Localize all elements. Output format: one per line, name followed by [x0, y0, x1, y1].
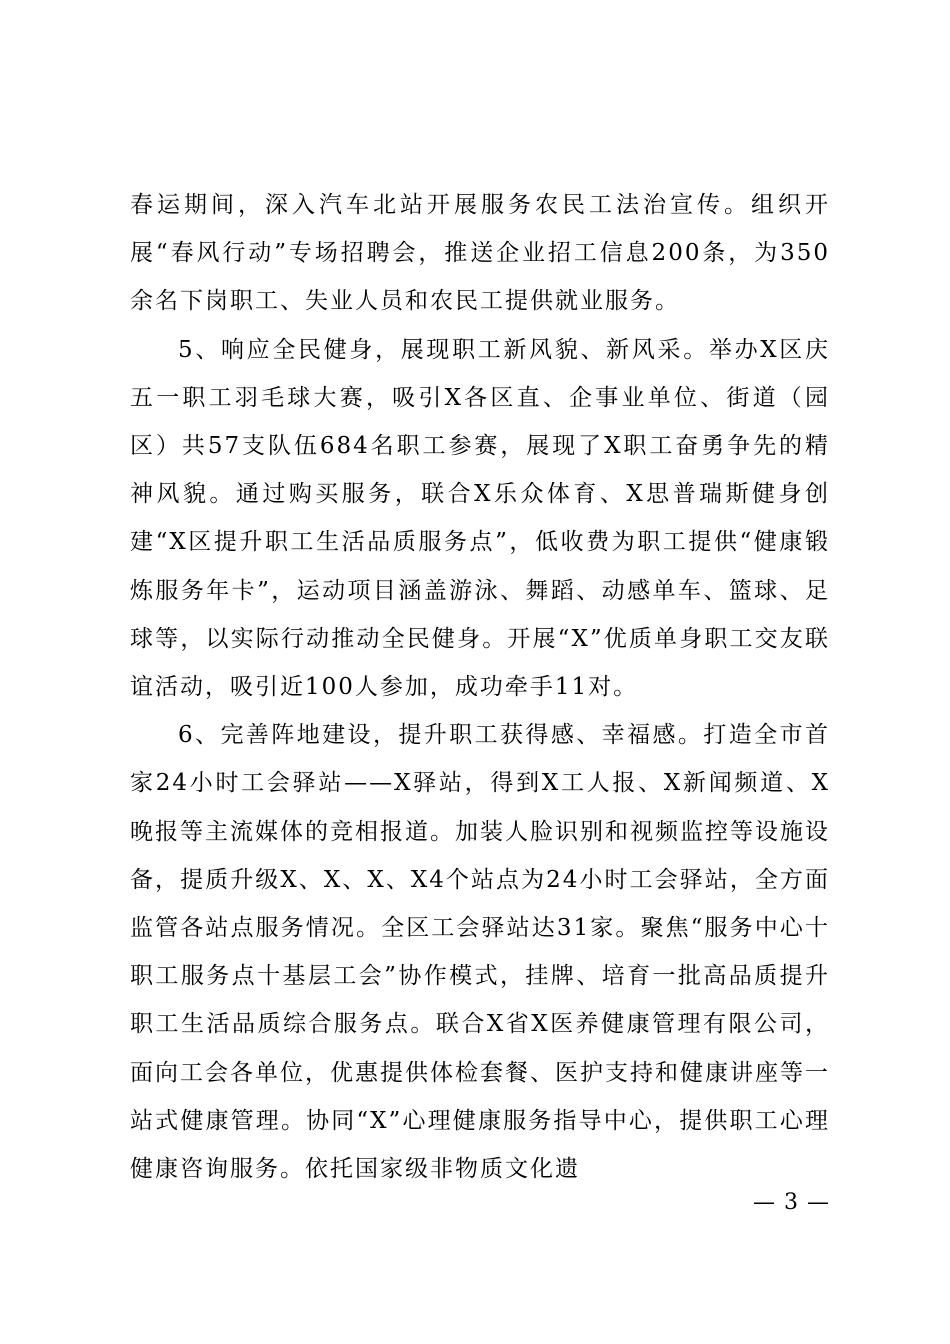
body-text: [130, 181, 830, 1193]
page-number: — 3 —: [753, 1190, 830, 1215]
paragraph-item-6: 6、完善阵地建设，提升职工获得感、幸福感。打造全市首家24小时工会驿站——X驿站，得到X工人报、X新闻频道、X晚报等主流媒体的竞相报道。加装人脸识别和视频监控等设施设备，提质升级X、X、X、X4个站点为24小时工会驿站，全方面监管各站点服务情况。全区工会驿站达31家。聚焦“服务中心十职工服务点十基层工会”协作模式，挂牌、培育一批高品质提升职工生活品质综合服务点。联合X省X医养健康管理有限公司，面向工会各单位，优惠提供体检套餐、医护支持和健康讲座等一站式健康管理。协同“X”心理健康服务指导中心，提供职工心理健康咨询服务。依托国家级非物质文化遗: [130, 722, 830, 1183]
paragraph-continuation: 春运期间，深入汽车北站开展服务农民工法治宣传。组织开展“春风行动”专场招聘会，推送企业招工信息200条，为350余名下岗职工、失业人员和农民工提供就业服务。: [130, 192, 830, 315]
paragraph-item-5: 5、响应全民健身，展现职工新风貌、新风采。举办X区庆五一职工羽毛球大赛，吸引X各区直、企事业单位、街道（园区）共57支队伍684名职工参赛，展现了X职工奋勇争先的精神风貌。通过购买服务，联合X乐众体育、X思普瑞斯健身创建“X区提升职工生活品质服务点”，低收费为职工提供“健康锻炼服务年卡”，运动项目涵盖游泳、舞蹈、动感单车、篮球、足球等，以实际行动推动全民健身。开展“X”优质单身职工交友联谊活动，吸引近100人参加，成功牵手11对。: [130, 336, 830, 701]
